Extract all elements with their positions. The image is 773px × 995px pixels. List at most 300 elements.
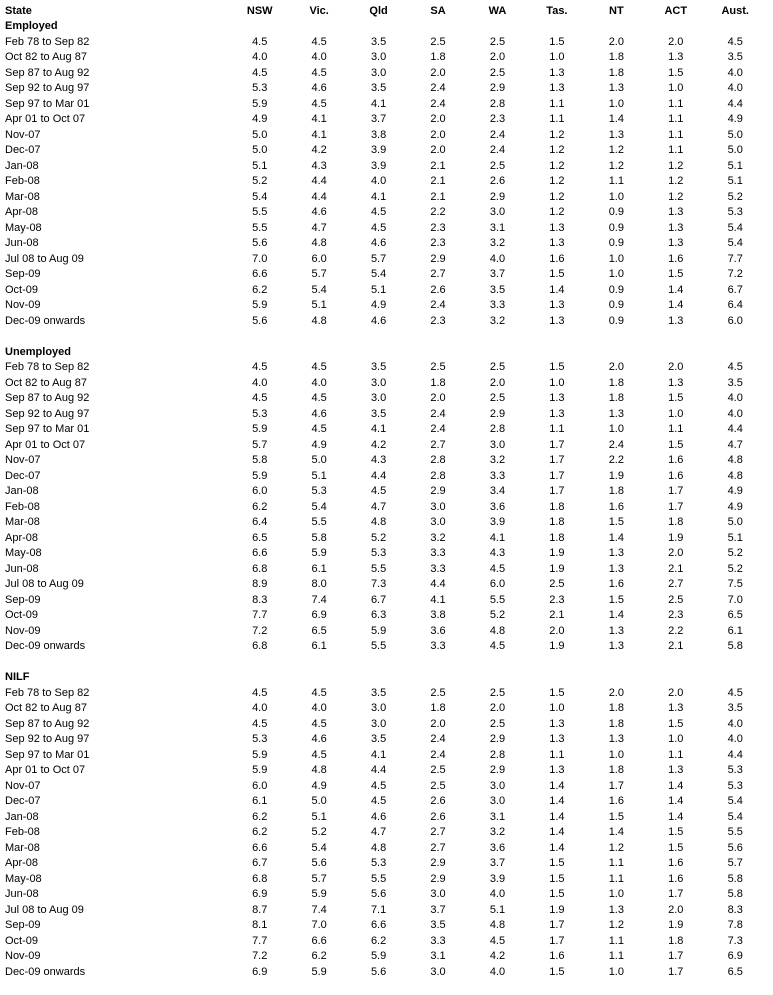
value-cell: 4.8: [489, 919, 506, 932]
value-cell: 1.9: [549, 547, 565, 560]
value-cell: 1.3: [549, 66, 565, 79]
value-cell: 3.9: [370, 144, 387, 157]
row-label: Apr 01 to Oct 07: [5, 764, 86, 777]
value-cell: 1.4: [668, 795, 684, 808]
row-label: Jul 08 to Aug 09: [5, 903, 84, 916]
table-row-unemployed-may-08: [5, 546, 765, 562]
value-cell: 1.5: [668, 826, 684, 839]
value-cell: 1.1: [608, 872, 624, 885]
value-cell: 2.5: [489, 35, 506, 48]
value-cell: 1.0: [608, 748, 624, 761]
row-label: Apr 01 to Oct 07: [5, 113, 86, 126]
value-cell: 5.4: [727, 221, 743, 234]
value-cell: 3.7: [489, 268, 506, 281]
value-cell: 1.0: [668, 82, 684, 95]
value-cell: 2.4: [489, 144, 506, 157]
row-label: Feb-08: [5, 826, 40, 839]
value-cell: 1.8: [608, 764, 624, 777]
value-cell: 4.5: [252, 66, 268, 79]
value-cell: 2.4: [489, 128, 506, 141]
value-cell: 1.8: [608, 66, 624, 79]
value-cell: 3.5: [727, 51, 743, 64]
value-cell: 2.7: [430, 268, 446, 281]
value-cell: 6.5: [727, 965, 743, 978]
value-cell: 2.0: [430, 128, 446, 141]
value-cell: 2.4: [430, 748, 446, 761]
value-cell: 3.0: [370, 717, 387, 730]
table-row-nilf-apr-08: [5, 856, 765, 872]
value-cell: 2.0: [430, 66, 446, 79]
table-row-employed-oct-82-to-aug-87: [5, 50, 765, 66]
value-cell: 5.9: [252, 469, 268, 482]
row-label: Mar-08: [5, 841, 40, 854]
section-gap: [5, 329, 765, 345]
table-row-unemployed-oct-82-to-aug-87: [5, 375, 765, 391]
row-label: Jul 08 to Aug 09: [5, 578, 84, 591]
value-cell: 1.3: [608, 903, 624, 916]
value-cell: 1.7: [668, 485, 684, 498]
value-cell: 5.4: [370, 268, 387, 281]
value-cell: 4.8: [311, 764, 327, 777]
table-row-employed-sep-87-to-aug-92: [5, 65, 765, 81]
table-row-nilf-jul-08-to-aug-09: [5, 902, 765, 918]
table-row-unemployed-oct-09: [5, 608, 765, 624]
section-header-row-unemployed: [5, 344, 765, 360]
value-cell: 1.7: [549, 469, 565, 482]
value-cell: 2.8: [489, 97, 506, 110]
value-cell: 6.0: [311, 252, 327, 265]
value-cell: 1.2: [668, 159, 684, 172]
value-cell: 3.6: [430, 624, 446, 637]
value-cell: 4.2: [370, 438, 387, 451]
value-cell: 8.9: [252, 578, 268, 591]
value-cell: 2.3: [549, 593, 565, 606]
value-cell: 6.5: [252, 531, 268, 544]
value-cell: 7.1: [370, 903, 387, 916]
value-cell: 5.2: [252, 175, 268, 188]
row-label: Apr 01 to Oct 07: [5, 438, 86, 451]
value-cell: 5.9: [252, 423, 268, 436]
value-cell: 5.4: [311, 841, 327, 854]
value-cell: 2.7: [430, 841, 446, 854]
value-cell: 5.1: [370, 283, 387, 296]
value-cell: 3.5: [727, 376, 743, 389]
value-cell: 3.5: [430, 919, 446, 932]
value-cell: 1.2: [549, 190, 565, 203]
value-cell: 1.0: [549, 376, 565, 389]
value-cell: 2.5: [489, 392, 506, 405]
row-label: Jun-08: [5, 888, 39, 901]
row-label: Sep-09: [5, 919, 41, 932]
value-cell: 2.0: [430, 144, 446, 157]
value-cell: 4.0: [252, 51, 268, 64]
value-cell: 3.5: [370, 407, 387, 420]
value-cell: 3.0: [489, 795, 506, 808]
table-row-nilf-nov-09: [5, 949, 765, 965]
value-cell: 7.7: [252, 609, 268, 622]
value-cell: 5.9: [370, 624, 387, 637]
row-label: Jan-08: [5, 159, 39, 172]
table-row-unemployed-apr-08: [5, 530, 765, 546]
value-cell: 4.2: [489, 950, 506, 963]
value-cell: 3.8: [430, 609, 446, 622]
value-cell: 2.0: [489, 702, 506, 715]
value-cell: 2.6: [489, 175, 506, 188]
value-cell: 5.5: [489, 593, 506, 606]
value-cell: 0.9: [608, 237, 624, 250]
value-cell: 4.5: [370, 779, 387, 792]
value-cell: 3.0: [370, 51, 387, 64]
table-row-unemployed-jun-08: [5, 561, 765, 577]
value-cell: 1.0: [668, 407, 684, 420]
value-cell: 5.2: [370, 531, 387, 544]
value-cell: 5.3: [252, 82, 268, 95]
value-cell: 4.3: [489, 547, 506, 560]
value-cell: 5.9: [311, 547, 327, 560]
value-cell: 1.1: [549, 97, 565, 110]
value-cell: 3.2: [489, 454, 506, 467]
value-cell: 3.9: [489, 872, 506, 885]
value-cell: 4.5: [370, 206, 387, 219]
section-label-employed: Employed: [5, 20, 58, 33]
value-cell: 1.3: [608, 82, 624, 95]
value-cell: 3.5: [370, 686, 387, 699]
value-cell: 6.0: [252, 485, 268, 498]
value-cell: 1.3: [668, 237, 684, 250]
value-cell: 4.0: [727, 717, 743, 730]
table-row-unemployed-sep-09: [5, 592, 765, 608]
value-cell: 2.9: [489, 82, 506, 95]
value-cell: 1.3: [668, 221, 684, 234]
value-cell: 1.1: [668, 423, 684, 436]
value-cell: 1.3: [668, 51, 684, 64]
value-cell: 5.0: [311, 454, 327, 467]
value-cell: 4.5: [311, 66, 327, 79]
value-cell: 2.0: [668, 361, 684, 374]
table-row-unemployed-dec-09-onwards: [5, 639, 765, 655]
column-header-sa: SA: [430, 4, 446, 17]
table-row-employed-may-08: [5, 220, 765, 236]
value-cell: 3.4: [489, 485, 506, 498]
value-cell: 6.9: [311, 609, 327, 622]
value-cell: 2.5: [489, 159, 506, 172]
value-cell: 1.3: [608, 562, 624, 575]
value-cell: 5.4: [311, 500, 327, 513]
value-cell: 6.7: [727, 283, 743, 296]
value-cell: 5.1: [311, 299, 327, 312]
row-label: Nov-09: [5, 950, 41, 963]
value-cell: 6.5: [727, 609, 743, 622]
value-cell: 1.5: [668, 392, 684, 405]
value-cell: 6.1: [727, 624, 743, 637]
value-cell: 2.2: [668, 624, 684, 637]
value-cell: 2.1: [430, 190, 446, 203]
value-cell: 4.6: [370, 237, 387, 250]
table-row-nilf-oct-09: [5, 933, 765, 949]
value-cell: 5.9: [311, 965, 327, 978]
value-cell: 2.2: [430, 206, 446, 219]
value-cell: 2.5: [489, 686, 506, 699]
value-cell: 5.5: [252, 221, 268, 234]
value-cell: 2.9: [430, 872, 446, 885]
value-cell: 5.0: [252, 144, 268, 157]
value-cell: 4.1: [370, 423, 387, 436]
value-cell: 1.2: [549, 175, 565, 188]
value-cell: 1.3: [608, 640, 624, 653]
value-cell: 1.1: [608, 175, 624, 188]
value-cell: 1.3: [549, 314, 565, 327]
value-cell: 3.5: [370, 35, 387, 48]
value-cell: 4.5: [252, 717, 268, 730]
value-cell: 1.4: [608, 113, 624, 126]
value-cell: 4.5: [252, 686, 268, 699]
value-cell: 1.0: [608, 190, 624, 203]
table-row-nilf-nov-07: [5, 778, 765, 794]
value-cell: 4.5: [252, 392, 268, 405]
value-cell: 2.8: [489, 748, 506, 761]
value-cell: 2.4: [430, 299, 446, 312]
row-label: Dec-09 onwards: [5, 314, 86, 327]
value-cell: 2.5: [430, 361, 446, 374]
table-row-employed-feb-78-to-sep-82: [5, 34, 765, 50]
value-cell: 4.7: [727, 438, 743, 451]
value-cell: 1.2: [549, 206, 565, 219]
value-cell: 4.8: [311, 314, 327, 327]
value-cell: 5.8: [311, 531, 327, 544]
value-cell: 6.6: [252, 268, 268, 281]
value-cell: 1.7: [668, 888, 684, 901]
row-label: Feb 78 to Sep 82: [5, 361, 90, 374]
value-cell: 2.0: [608, 686, 624, 699]
value-cell: 6.7: [252, 857, 268, 870]
value-cell: 4.8: [727, 469, 743, 482]
value-cell: 1.5: [668, 268, 684, 281]
value-cell: 4.5: [489, 640, 506, 653]
value-cell: 1.3: [549, 717, 565, 730]
value-cell: 1.9: [668, 919, 684, 932]
value-cell: 2.6: [430, 810, 446, 823]
value-cell: 6.2: [370, 934, 387, 947]
value-cell: 4.5: [370, 221, 387, 234]
value-cell: 0.9: [608, 299, 624, 312]
table-row-nilf-feb-08: [5, 825, 765, 841]
value-cell: 1.4: [608, 609, 624, 622]
row-label: Nov-09: [5, 624, 41, 637]
value-cell: 1.0: [608, 252, 624, 265]
value-cell: 2.0: [430, 717, 446, 730]
value-cell: 1.5: [608, 516, 624, 529]
value-cell: 1.8: [430, 51, 446, 64]
value-cell: 1.4: [549, 826, 565, 839]
value-cell: 2.0: [668, 903, 684, 916]
section-label-nilf: NILF: [5, 671, 30, 684]
value-cell: 1.7: [608, 779, 624, 792]
value-cell: 1.8: [608, 51, 624, 64]
value-cell: 1.5: [549, 857, 565, 870]
value-cell: 1.3: [549, 392, 565, 405]
value-cell: 3.6: [489, 500, 506, 513]
value-cell: 4.4: [727, 748, 743, 761]
value-cell: 2.5: [430, 686, 446, 699]
value-cell: 4.5: [370, 485, 387, 498]
value-cell: 2.0: [608, 361, 624, 374]
value-cell: 6.7: [370, 593, 387, 606]
value-cell: 1.4: [549, 795, 565, 808]
value-cell: 3.7: [489, 857, 506, 870]
value-cell: 5.3: [727, 206, 743, 219]
table-row-employed-mar-08: [5, 189, 765, 205]
value-cell: 5.0: [727, 144, 743, 157]
value-cell: 5.5: [370, 640, 387, 653]
row-label: Feb-08: [5, 500, 40, 513]
value-cell: 5.4: [311, 283, 327, 296]
value-cell: 2.5: [430, 764, 446, 777]
value-cell: 2.5: [549, 578, 565, 591]
value-cell: 6.2: [252, 810, 268, 823]
value-cell: 6.8: [252, 562, 268, 575]
value-cell: 4.5: [727, 686, 743, 699]
value-cell: 7.0: [727, 593, 743, 606]
value-cell: 6.1: [311, 640, 327, 653]
value-cell: 4.5: [370, 795, 387, 808]
value-cell: 7.0: [311, 919, 327, 932]
value-cell: 2.0: [430, 113, 446, 126]
value-cell: 2.6: [430, 795, 446, 808]
value-cell: 1.7: [549, 454, 565, 467]
value-cell: 2.8: [430, 469, 446, 482]
value-cell: 1.5: [549, 888, 565, 901]
value-cell: 4.5: [311, 392, 327, 405]
table-body: [5, 19, 765, 980]
value-cell: 2.9: [489, 764, 506, 777]
value-cell: 4.7: [370, 826, 387, 839]
value-cell: 5.7: [727, 857, 743, 870]
value-cell: 1.5: [549, 686, 565, 699]
value-cell: 1.7: [668, 965, 684, 978]
value-cell: 6.3: [370, 609, 387, 622]
value-cell: 4.5: [489, 934, 506, 947]
value-cell: 1.0: [608, 97, 624, 110]
value-cell: 5.5: [727, 826, 743, 839]
value-cell: 1.1: [608, 857, 624, 870]
value-cell: 4.4: [370, 469, 387, 482]
value-cell: 2.0: [668, 686, 684, 699]
value-cell: 1.8: [430, 702, 446, 715]
value-cell: 4.4: [727, 97, 743, 110]
value-cell: 4.9: [252, 113, 268, 126]
value-cell: 2.9: [430, 485, 446, 498]
value-cell: 3.5: [727, 702, 743, 715]
table-row-unemployed-feb-78-to-sep-82: [5, 360, 765, 376]
value-cell: 5.1: [489, 903, 506, 916]
value-cell: 1.8: [668, 516, 684, 529]
value-cell: 8.3: [252, 593, 268, 606]
table-row-employed-oct-09: [5, 282, 765, 298]
value-cell: 5.6: [252, 314, 268, 327]
value-cell: 6.9: [252, 965, 268, 978]
value-cell: 2.0: [549, 624, 565, 637]
value-cell: 3.0: [370, 702, 387, 715]
table-row-nilf-sep-09: [5, 918, 765, 934]
value-cell: 5.8: [727, 888, 743, 901]
value-cell: 5.7: [311, 268, 327, 281]
value-cell: 2.0: [489, 51, 506, 64]
value-cell: 1.3: [608, 733, 624, 746]
value-cell: 5.8: [727, 640, 743, 653]
value-cell: 4.8: [311, 237, 327, 250]
value-cell: 1.8: [549, 500, 565, 513]
table-row-nilf-jan-08: [5, 809, 765, 825]
row-label: Sep 97 to Mar 01: [5, 423, 90, 436]
value-cell: 4.0: [252, 702, 268, 715]
value-cell: 4.5: [311, 423, 327, 436]
row-label: Dec-07: [5, 144, 41, 157]
value-cell: 2.0: [668, 547, 684, 560]
value-cell: 5.3: [252, 407, 268, 420]
row-label: Nov-07: [5, 128, 41, 141]
value-cell: 3.7: [430, 903, 446, 916]
value-cell: 1.6: [668, 454, 684, 467]
value-cell: 2.4: [608, 438, 624, 451]
value-cell: 5.7: [252, 438, 268, 451]
section-header-row-employed: [5, 19, 765, 35]
value-cell: 1.6: [668, 252, 684, 265]
row-label: Feb 78 to Sep 82: [5, 35, 90, 48]
value-cell: 1.1: [668, 97, 684, 110]
value-cell: 1.4: [549, 283, 565, 296]
section-gap: [5, 654, 765, 670]
table-row-employed-jul-08-to-aug-09: [5, 251, 765, 267]
value-cell: 1.6: [608, 578, 624, 591]
table-row-nilf-apr-01-to-oct-07: [5, 763, 765, 779]
value-cell: 4.4: [311, 190, 327, 203]
value-cell: 7.2: [252, 624, 268, 637]
table-row-employed-dec-07: [5, 143, 765, 159]
value-cell: 4.6: [370, 810, 387, 823]
value-cell: 1.5: [549, 872, 565, 885]
value-cell: 4.9: [311, 438, 327, 451]
value-cell: 0.9: [608, 206, 624, 219]
value-cell: 1.2: [549, 144, 565, 157]
value-cell: 7.4: [311, 593, 327, 606]
value-cell: 1.6: [608, 795, 624, 808]
table-row-nilf-oct-82-to-aug-87: [5, 701, 765, 717]
value-cell: 1.3: [668, 376, 684, 389]
value-cell: 4.4: [727, 423, 743, 436]
value-cell: 1.0: [608, 888, 624, 901]
value-cell: 1.4: [549, 810, 565, 823]
value-cell: 1.3: [549, 407, 565, 420]
value-cell: 2.5: [668, 593, 684, 606]
value-cell: 4.7: [311, 221, 327, 234]
value-cell: 5.0: [311, 795, 327, 808]
row-label: Jan-08: [5, 810, 39, 823]
table-row-employed-jan-08: [5, 158, 765, 174]
value-cell: 5.4: [727, 237, 743, 250]
value-cell: 3.5: [370, 733, 387, 746]
value-cell: 2.3: [489, 113, 506, 126]
value-cell: 1.7: [549, 919, 565, 932]
value-cell: 4.4: [311, 175, 327, 188]
value-cell: 2.4: [430, 423, 446, 436]
value-cell: 2.2: [608, 454, 624, 467]
value-cell: 5.0: [252, 128, 268, 141]
value-cell: 1.5: [668, 438, 684, 451]
value-cell: 4.1: [311, 128, 327, 141]
value-cell: 4.5: [311, 748, 327, 761]
value-cell: 3.0: [489, 779, 506, 792]
value-cell: 6.6: [370, 919, 387, 932]
